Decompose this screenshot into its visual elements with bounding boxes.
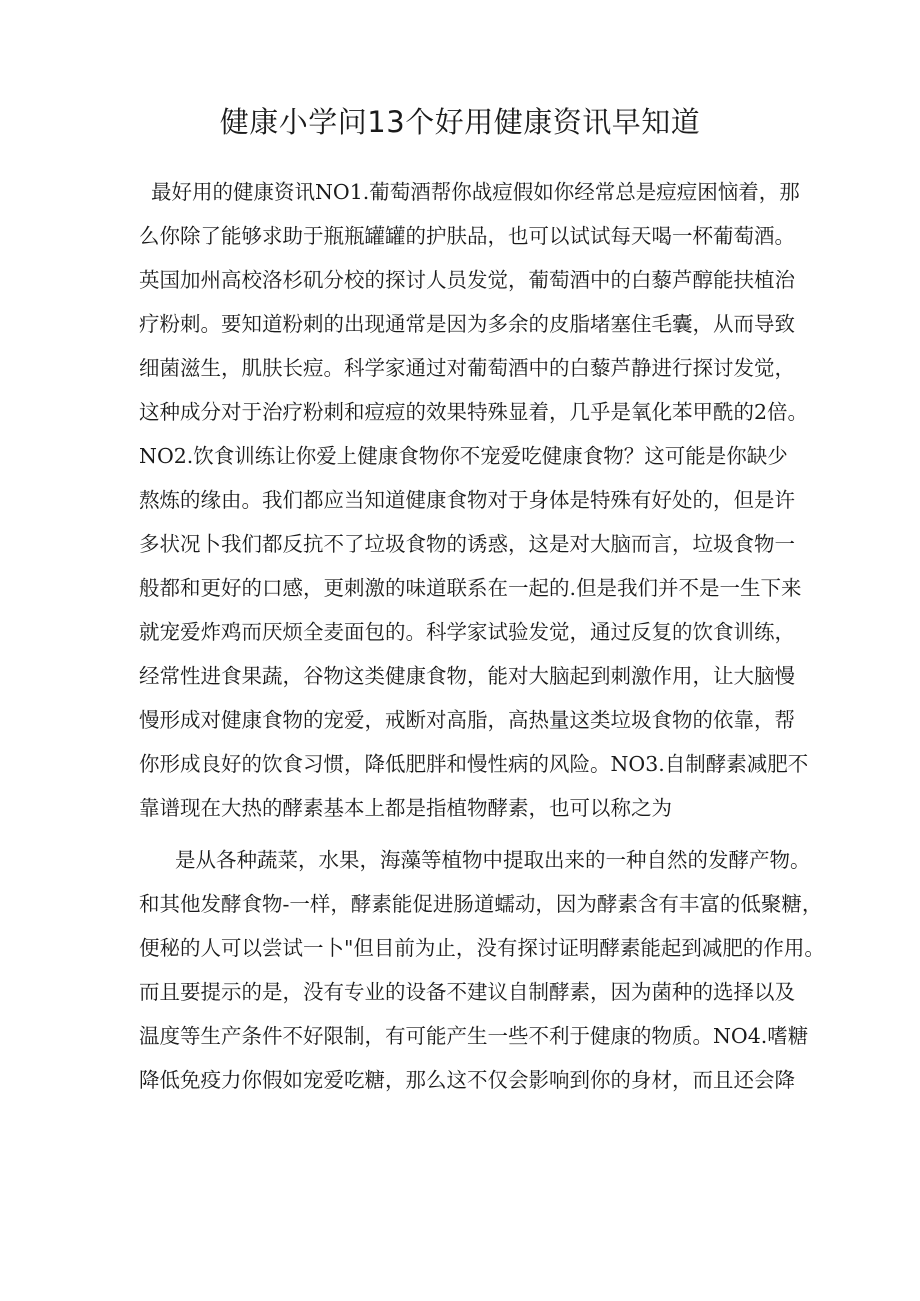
text-line: 疗粉刺。要知道粉刺的出现通常是因为多余的皮脂堵塞住毛囊，从而导致 — [139, 312, 795, 336]
text-line: 和其他发酵食物-一样，酵素能促进肠道蠕动，因为酵素含有丰富的低聚糖， — [139, 892, 823, 916]
text-line: 就宠爱炸鸡而厌烦全麦面包的。科学家试验发觉，通过反复的饮食训练， — [139, 620, 795, 644]
text-line: NO2.饮食训练让你爱上健康食物你不宠爱吃健康食物？这可能是你缺少 — [139, 444, 788, 468]
text-line: 降低免疫力你假如宠爱吃糖，那么这不仅会影响到你的身材，而且还会降 — [139, 1068, 795, 1092]
text-line: 般都和更好的口感，更刺激的味道联系在一起的.但是我们并不是一生下来 — [139, 576, 802, 600]
text-line: 慢形成对健康食物的宠爱，戒断对高脂，高热量这类垃圾食物的依靠，帮 — [139, 708, 795, 732]
text-line: 这种成分对于治疗粉刺和痘痘的效果特殊显着，几乎是氧化苯甲酰的2倍。 — [139, 400, 809, 424]
text-line: 靠谱现在大热的酵素基本上都是指植物酵素，也可以称之为 — [139, 796, 672, 820]
text-line: 温度等生产条件不好限制，有可能产生一些不利于健康的物质。NO4.嗜糖 — [139, 1024, 809, 1048]
text-line: 而且要提示的是，没有专业的设备不建议自制酵素，因为菌种的选择以及 — [139, 980, 795, 1004]
text-line: 最好用的健康资讯NO1.葡萄酒帮你战痘假如你经常总是痘痘困恼着，那 — [151, 180, 800, 204]
text-line: 熬炼的缘由。我们都应当知道健康食物对于身体是特殊有好处的，但是许 — [139, 488, 795, 512]
text-line: 你形成良好的饮食习惯，降低肥胖和慢性病的风险。NO3.自制酵素减肥不 — [139, 752, 809, 776]
text-line: 英国加州高校洛杉矶分校的探讨人员发觉，葡萄酒中的白藜芦醇能扶植治 — [139, 268, 795, 292]
text-line: 便秘的人可以尝试一卜"但目前为止，没有探讨证明酵素能起到减肥的作用。 — [139, 936, 825, 960]
document-title: 健康小学问13个好用健康资讯早知道 — [219, 105, 701, 139]
text-line: 经常性进食果蔬，谷物这类健康食物，能对大脑起到刺激作用，让大脑慢 — [139, 664, 795, 688]
text-line: 是从各种蔬菜，水果，海藻等植物中提取出来的一种自然的发酵产物。 — [175, 848, 811, 872]
text-line: 么你除了能够求助于瓶瓶罐罐的护肤品，也可以试试每天喝一杯葡萄酒。 — [139, 224, 795, 248]
document-body — [139, 170, 825, 1102]
text-line: 多状况卜我们都反抗不了垃圾食物的诱惑，这是对大脑而言，垃圾食物一 — [139, 532, 795, 556]
text-line: 细菌滋生，肌肤长痘。科学家通过对葡萄酒中的白藜芦静进行探讨发觉， — [139, 356, 795, 380]
